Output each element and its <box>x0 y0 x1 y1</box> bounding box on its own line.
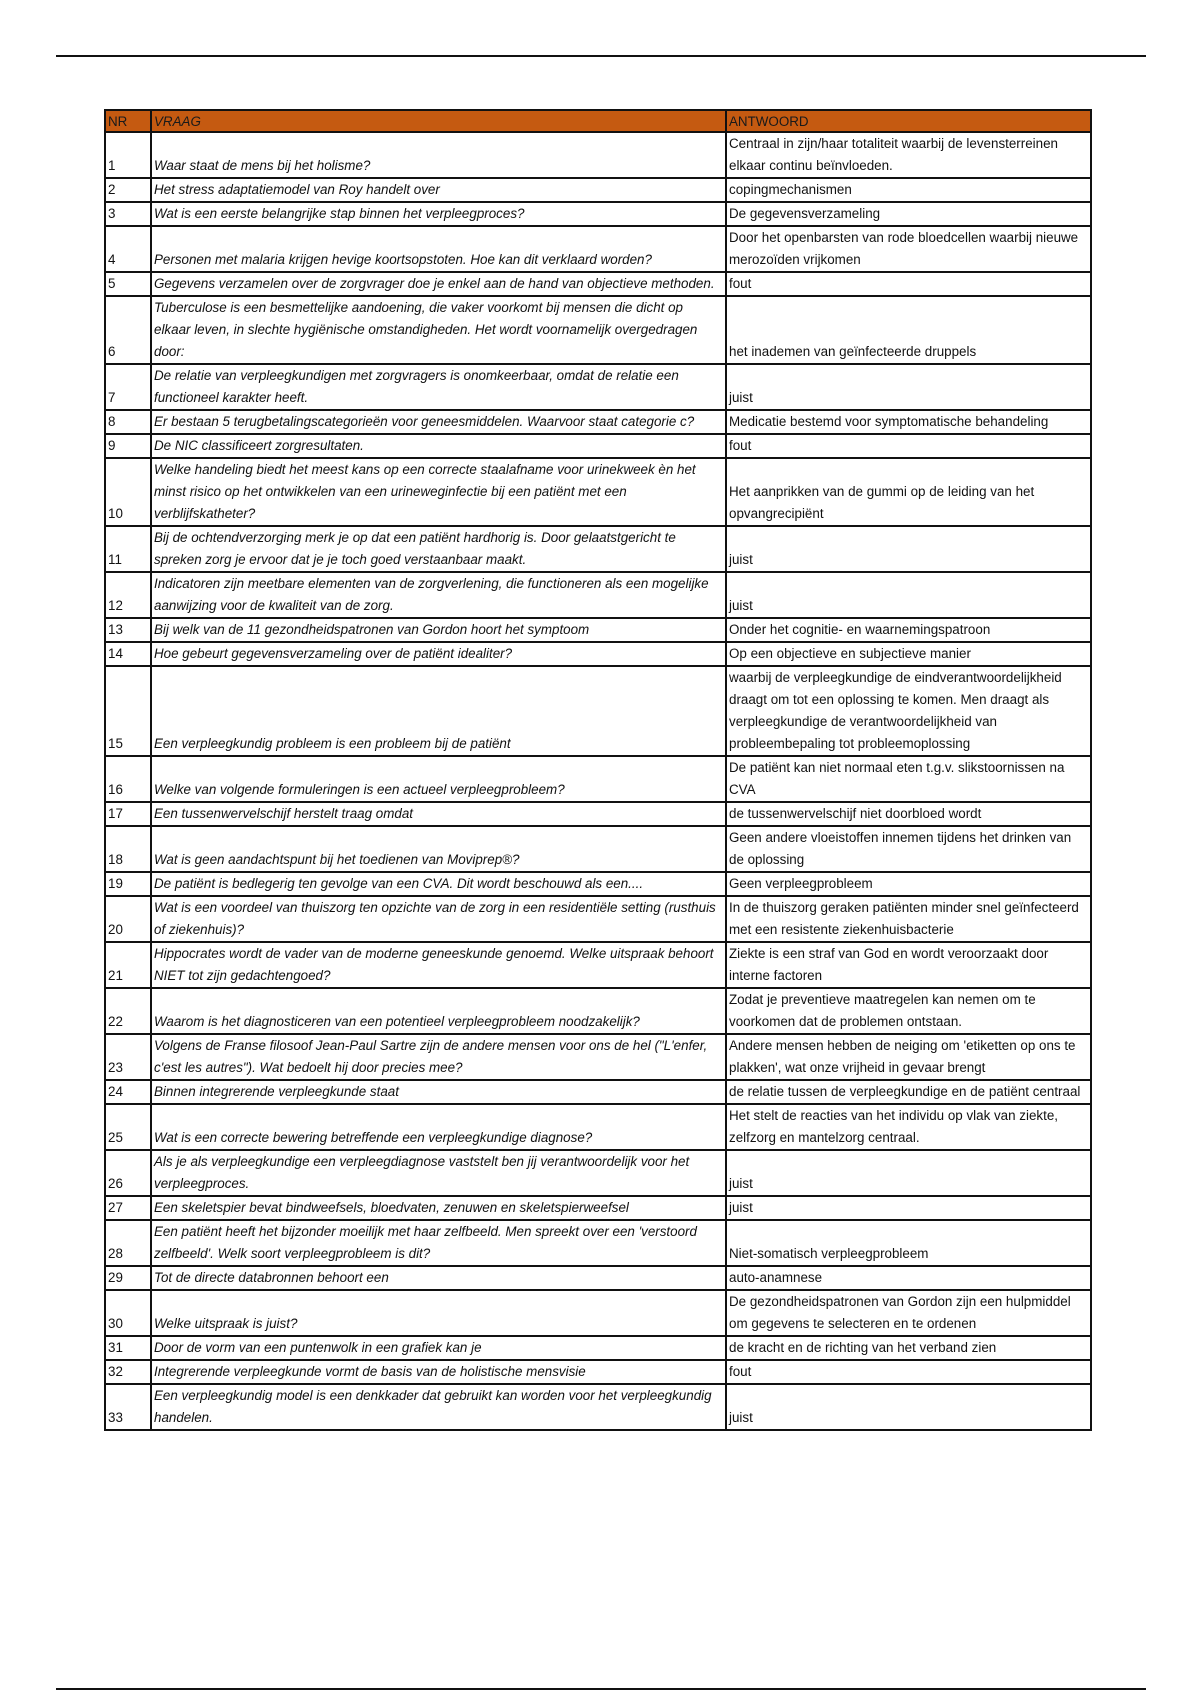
question-cell: Een verpleegkundig model is een denkkader dat gebruikt kan worden voor het verpleegkundig handelen. <box>151 1384 726 1430</box>
table-row <box>105 756 1091 802</box>
question-cell: Hippocrates wordt de vader van de moderne geneeskunde genoemd. Welke uitspraak behoort NIET tot zijn gedachtengoed? <box>151 942 726 988</box>
row-number: 13 <box>105 618 151 642</box>
row-number: 1 <box>105 132 151 178</box>
question-cell: Wat is een eerste belangrijke stap binnen het verpleegproces? <box>151 202 726 226</box>
answer-cell: De patiënt kan niet normaal eten t.g.v. slikstoornissen na CVA <box>726 756 1091 802</box>
table-row <box>105 1220 1091 1266</box>
row-number: 11 <box>105 526 151 572</box>
table-body <box>105 132 1091 1430</box>
answer-cell: Andere mensen hebben de neiging om 'etiketten op ons te plakken', wat onze vrijheid in gevaar brengt <box>726 1034 1091 1080</box>
answer-cell: Door het openbarsten van rode bloedcellen waarbij nieuwe merozoïden vrijkomen <box>726 226 1091 272</box>
question-cell: Wat is een correcte bewering betreffende een verpleegkundige diagnose? <box>151 1104 726 1150</box>
table-row <box>105 802 1091 826</box>
table-row <box>105 296 1091 364</box>
question-cell: Personen met malaria krijgen hevige koortsopstoten. Hoe kan dit verklaard worden? <box>151 226 726 272</box>
row-number: 21 <box>105 942 151 988</box>
question-cell: Bij de ochtendverzorging merk je op dat een patiënt hardhorig is. Door gelaatstgericht te spreken zorg je ervoor dat je je toch goed verstaanbaar maakt. <box>151 526 726 572</box>
table-row <box>105 1150 1091 1196</box>
header-row <box>105 110 1091 132</box>
table-row <box>105 178 1091 202</box>
table-row <box>105 988 1091 1034</box>
table-row <box>105 826 1091 872</box>
row-number: 16 <box>105 756 151 802</box>
answer-cell: In de thuiszorg geraken patiënten minder snel geïnfecteerd met een resistente ziekenhuisbacterie <box>726 896 1091 942</box>
answer-cell: de relatie tussen de verpleegkundige en de patiënt centraal <box>726 1080 1091 1104</box>
row-number: 10 <box>105 458 151 526</box>
answer-cell: juist <box>726 1196 1091 1220</box>
row-number: 33 <box>105 1384 151 1430</box>
row-number: 25 <box>105 1104 151 1150</box>
question-cell: Een verpleegkundig probleem is een probleem bij de patiënt <box>151 666 726 756</box>
table-row <box>105 364 1091 410</box>
answer-cell: Op een objectieve en subjectieve manier <box>726 642 1091 666</box>
row-number: 20 <box>105 896 151 942</box>
question-cell: Indicatoren zijn meetbare elementen van de zorgverlening, die functioneren als een mogelijke aanwijzing voor de kwaliteit van de zorg. <box>151 572 726 618</box>
table-row <box>105 1290 1091 1336</box>
table-row <box>105 1104 1091 1150</box>
question-cell: Wat is een voordeel van thuiszorg ten opzichte van de zorg in een residentiële setting (rusthuis of ziekenhuis)? <box>151 896 726 942</box>
question-cell: Integrerende verpleegkunde vormt de basis van de holistische mensvisie <box>151 1360 726 1384</box>
table-row <box>105 1196 1091 1220</box>
question-cell: Welke van volgende formuleringen is een actueel verpleegprobleem? <box>151 756 726 802</box>
row-number: 32 <box>105 1360 151 1384</box>
answer-cell: Ziekte is een straf van God en wordt veroorzaakt door interne factoren <box>726 942 1091 988</box>
table-row <box>105 896 1091 942</box>
answer-cell: juist <box>726 572 1091 618</box>
table-row <box>105 526 1091 572</box>
table-row <box>105 942 1091 988</box>
row-number: 29 <box>105 1266 151 1290</box>
question-cell: De patiënt is bedlegerig ten gevolge van een CVA. Dit wordt beschouwd als een.... <box>151 872 726 896</box>
answer-cell: Medicatie bestemd voor symptomatische behandeling <box>726 410 1091 434</box>
row-number: 28 <box>105 1220 151 1266</box>
question-cell: Waar staat de mens bij het holisme? <box>151 132 726 178</box>
header-nr: NR <box>105 110 151 132</box>
header-answer: ANTWOORD <box>726 110 1091 132</box>
row-number: 8 <box>105 410 151 434</box>
table-row <box>105 458 1091 526</box>
table-row <box>105 872 1091 896</box>
row-number: 18 <box>105 826 151 872</box>
answer-cell: Zodat je preventieve maatregelen kan nemen om te voorkomen dat de problemen ontstaan. <box>726 988 1091 1034</box>
table-row <box>105 202 1091 226</box>
question-cell: Hoe gebeurt gegevensverzameling over de patiënt idealiter? <box>151 642 726 666</box>
answer-cell: fout <box>726 1360 1091 1384</box>
row-number: 5 <box>105 272 151 296</box>
table-row <box>105 434 1091 458</box>
question-cell: Het stress adaptatiemodel van Roy handelt over <box>151 178 726 202</box>
row-number: 6 <box>105 296 151 364</box>
question-cell: Tuberculose is een besmettelijke aandoening, die vaker voorkomt bij mensen die dicht op elkaar leven, in slechte hygiënische omstandigheden. Het wordt voornamelijk overgedragen door: <box>151 296 726 364</box>
row-number: 12 <box>105 572 151 618</box>
answer-cell: Niet-somatisch verpleegprobleem <box>726 1220 1091 1266</box>
question-cell: Een patiënt heeft het bijzonder moeilijk met haar zelfbeeld. Men spreekt over een 'verstoord zelfbeeld'. Welk soort verpleegprobleem is dit? <box>151 1220 726 1266</box>
row-number: 27 <box>105 1196 151 1220</box>
answer-cell: de kracht en de richting van het verband zien <box>726 1336 1091 1360</box>
table-row <box>105 1266 1091 1290</box>
answer-cell: fout <box>726 272 1091 296</box>
answer-cell: juist <box>726 526 1091 572</box>
answer-cell: Het stelt de reacties van het individu op vlak van ziekte, zelfzorg en mantelzorg centraal. <box>726 1104 1091 1150</box>
question-cell: Waarom is het diagnosticeren van een potentieel verpleegprobleem noodzakelijk? <box>151 988 726 1034</box>
question-cell: Door de vorm van een puntenwolk in een grafiek kan je <box>151 1336 726 1360</box>
question-cell: Welke uitspraak is juist? <box>151 1290 726 1336</box>
question-cell: Als je als verpleegkundige een verpleegdiagnose vaststelt ben jij verantwoordelijk voor het verpleegproces. <box>151 1150 726 1196</box>
qa-table <box>104 109 1092 1431</box>
answer-cell: copingmechanismen <box>726 178 1091 202</box>
row-number: 24 <box>105 1080 151 1104</box>
table-row <box>105 618 1091 642</box>
row-number: 4 <box>105 226 151 272</box>
answer-cell: juist <box>726 364 1091 410</box>
table-row <box>105 1034 1091 1080</box>
header-question: VRAAG <box>151 110 726 132</box>
table-row <box>105 666 1091 756</box>
question-cell: Tot de directe databronnen behoort een <box>151 1266 726 1290</box>
question-cell: Binnen integrerende verpleegkunde staat <box>151 1080 726 1104</box>
answer-cell: De gegevensverzameling <box>726 202 1091 226</box>
answer-cell: waarbij de verpleegkundige de eindverantwoordelijkheid draagt om tot een oplossing te komen. Men draagt als verpleegkundige de verantwoordelijkheid van probleembepaling tot probleemoplossing <box>726 666 1091 756</box>
table-row <box>105 1080 1091 1104</box>
question-cell: Wat is geen aandachtspunt bij het toedienen van Moviprep®? <box>151 826 726 872</box>
row-number: 14 <box>105 642 151 666</box>
question-cell: Een skeletspier bevat bindweefsels, bloedvaten, zenuwen en skeletspierweefsel <box>151 1196 726 1220</box>
answer-cell: fout <box>726 434 1091 458</box>
answer-cell: juist <box>726 1384 1091 1430</box>
table-row <box>105 226 1091 272</box>
answer-cell: Centraal in zijn/haar totaliteit waarbij de levensterreinen elkaar continu beïnvloeden. <box>726 132 1091 178</box>
row-number: 7 <box>105 364 151 410</box>
answer-cell: juist <box>726 1150 1091 1196</box>
row-number: 15 <box>105 666 151 756</box>
question-cell: Gegevens verzamelen over de zorgvrager doe je enkel aan de hand van objectieve methoden. <box>151 272 726 296</box>
row-number: 2 <box>105 178 151 202</box>
row-number: 22 <box>105 988 151 1034</box>
row-number: 26 <box>105 1150 151 1196</box>
question-cell: Een tussenwervelschijf herstelt traag omdat <box>151 802 726 826</box>
row-number: 31 <box>105 1336 151 1360</box>
row-number: 9 <box>105 434 151 458</box>
question-cell: Volgens de Franse filosoof Jean-Paul Sartre zijn de andere mensen voor ons de hel ("L'enfer, c'est les autres"). Wat bedoelt hij door precies mee? <box>151 1034 726 1080</box>
table-row <box>105 642 1091 666</box>
table-row <box>105 272 1091 296</box>
answer-cell: Het aanprikken van de gummi op de leiding van het opvangrecipiënt <box>726 458 1091 526</box>
bottom-rule <box>56 1688 1146 1690</box>
answer-cell: Geen verpleegprobleem <box>726 872 1091 896</box>
answer-cell: het inademen van geïnfecteerde druppels <box>726 296 1091 364</box>
table-row <box>105 1360 1091 1384</box>
answer-cell: Onder het cognitie- en waarnemingspatroon <box>726 618 1091 642</box>
question-cell: Er bestaan 5 terugbetalingscategorieën voor geneesmiddelen. Waarvoor staat categorie c? <box>151 410 726 434</box>
table-row <box>105 1384 1091 1430</box>
answer-cell: De gezondheidspatronen van Gordon zijn een hulpmiddel om gegevens te selecteren en te ordenen <box>726 1290 1091 1336</box>
question-cell: De relatie van verpleegkundigen met zorgvragers is onomkeerbaar, omdat de relatie een functioneel karakter heeft. <box>151 364 726 410</box>
row-number: 17 <box>105 802 151 826</box>
answer-cell: auto-anamnese <box>726 1266 1091 1290</box>
top-rule <box>56 55 1146 57</box>
row-number: 23 <box>105 1034 151 1080</box>
row-number: 3 <box>105 202 151 226</box>
table-row <box>105 410 1091 434</box>
row-number: 30 <box>105 1290 151 1336</box>
row-number: 19 <box>105 872 151 896</box>
question-cell: De NIC classificeert zorgresultaten. <box>151 434 726 458</box>
table-row <box>105 572 1091 618</box>
table-row <box>105 132 1091 178</box>
question-cell: Welke handeling biedt het meest kans op een correcte staalafname voor urinekweek èn het minst risico op het ontwikkelen van een urineweginfectie bij een patiënt met een verblijfskatheter? <box>151 458 726 526</box>
answer-cell: de tussenwervelschijf niet doorbloed wordt <box>726 802 1091 826</box>
table-row <box>105 1336 1091 1360</box>
answer-cell: Geen andere vloeistoffen innemen tijdens het drinken van de oplossing <box>726 826 1091 872</box>
question-cell: Bij welk van de 11 gezondheidspatronen van Gordon hoort het symptoom <box>151 618 726 642</box>
